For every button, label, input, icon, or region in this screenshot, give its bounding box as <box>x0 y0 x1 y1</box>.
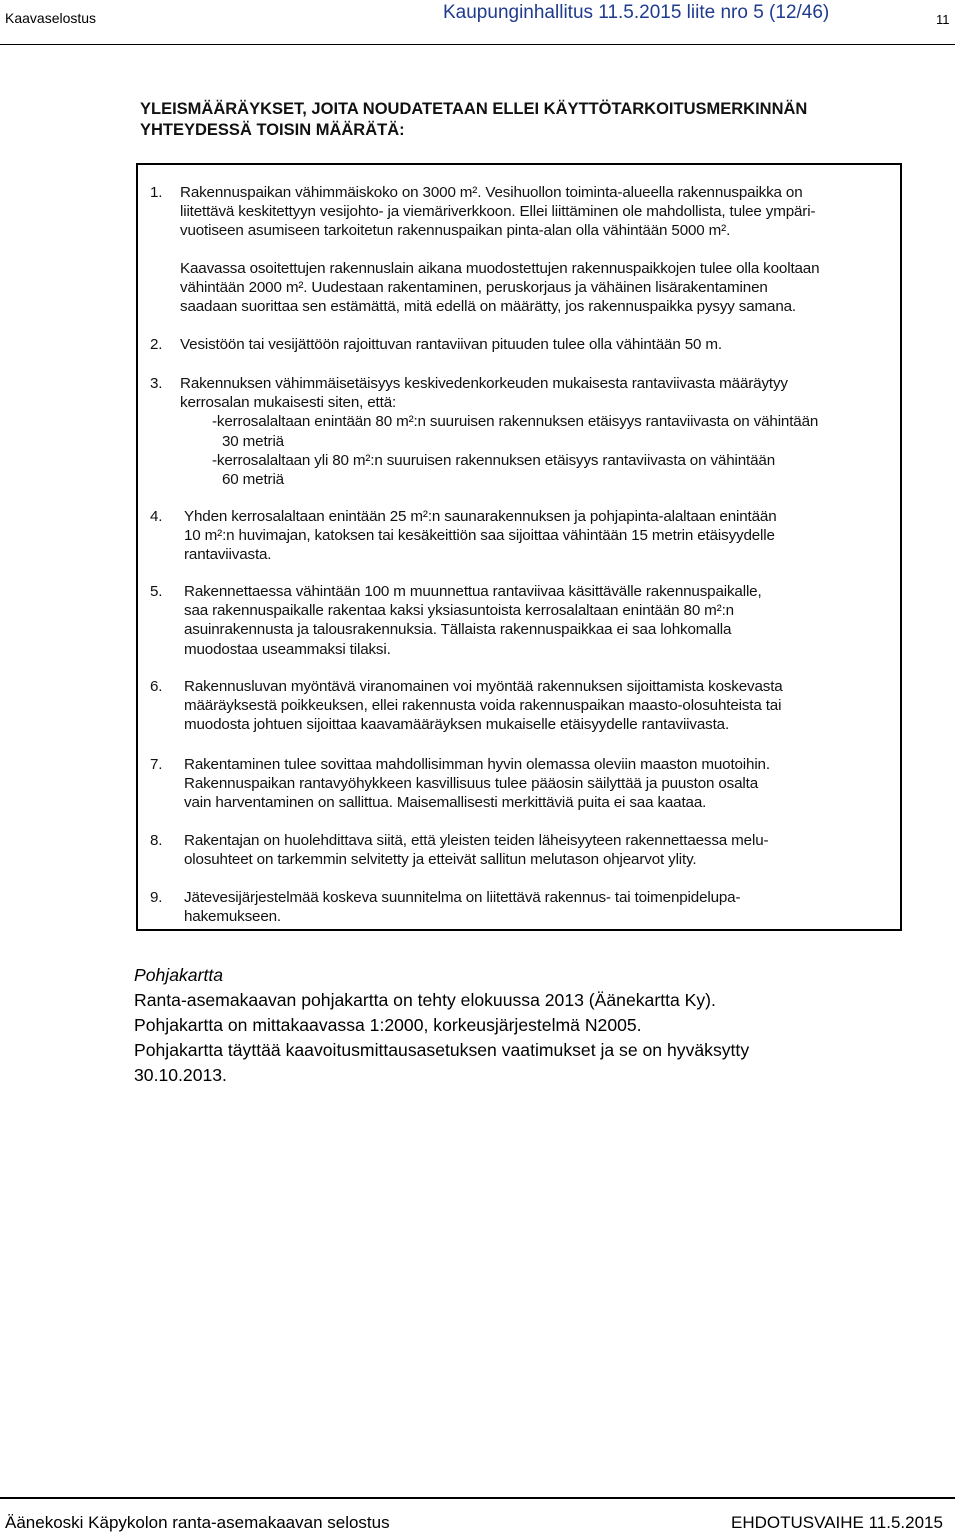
regulation-sub-item: -kerrosalaltaan enintään 80 m²:n suuruisen rakennuksen etäisyys rantaviivasta on vähintään <box>212 413 819 431</box>
page-number: 11 <box>936 12 950 27</box>
regulation-sub-item-cont: 30 metriä <box>222 432 284 450</box>
regulation-number: 8. <box>150 832 163 849</box>
regulation-line: Rakennuspaikan vähimmäiskoko on 3000 m². Vesihuollon toiminta-alueella rakennuspaikka on <box>180 184 803 201</box>
pohjakartta-line: Ranta-asemakaavan pohjakartta on tehty elokuussa 2013 (Äänekartta Ky). <box>134 990 716 1010</box>
regulation-number: 9. <box>150 889 163 906</box>
footer-divider <box>0 1497 955 1499</box>
regulation-line: saadaan suorittaa sen estämättä, mitä edellä on määrätty, jos rakennuspaikka pysyy samana. <box>180 298 796 316</box>
regulation-sub-item: -kerrosalaltaan yli 80 m²:n suuruisen rakennuksen etäisyys rantaviivasta on vähintään <box>212 451 775 469</box>
regulation-line: Rakennuksen vähimmäisetäisyys keskivedenkorkeuden mukaisesta rantaviivasta määräytyy <box>180 375 788 392</box>
header-document-reference: Kaupunginhallitus 11.5.2015 liite nro 5 (12/46) <box>443 2 830 23</box>
regulation-line: 10 m²:n huvimajan, katoksen tai kesäkeittiön saa sijoittaa vähintään 15 metrin etäisyydelle <box>184 527 775 545</box>
footer-document-title: Äänekoski Käpykolon ranta-asemakaavan selostus <box>5 1513 390 1532</box>
regulation-line: muodosta johtuen sijoittaa kaavamääräyksen mukaiselle etäisyydelle rantaviivasta. <box>184 716 730 734</box>
regulation-line: olosuhteet on tarkemmin selvitetty ja etteivät sallitun melutason ohjearvot ylity. <box>184 851 697 869</box>
regulation-line: Rakentajan on huolehdittava siitä, että yleisten teiden läheisyyteen rakennettaessa melu- <box>184 832 769 849</box>
pohjakartta-heading: Pohjakartta <box>134 965 223 985</box>
footer-stage-label: EHDOTUSVAIHE 11.5.2015 <box>731 1513 943 1532</box>
regulation-line: Kaavassa osoitettujen rakennuslain aikana muodostettujen rakennuspaikkojen tulee olla kooltaan <box>180 259 820 277</box>
regulation-line: asuinrakennusta ja talousrakennuksia. Tällaista rakennuspaikkaa ei saa lohkomalla <box>184 621 732 639</box>
pohjakartta-line: Pohjakartta on mittakaavassa 1:2000, korkeusjärjestelmä N2005. <box>134 1015 642 1035</box>
regulation-line: Rakentaminen tulee sovittaa mahdollisimman hyvin olemassa oleviin maaston muotoihin. <box>184 756 770 773</box>
regulation-line: liitettävä keskitettyyn vesijohto- ja viemäriverkkoon. Ellei liittäminen ole mahdollista, tulee ympäri- <box>180 203 816 221</box>
regulation-number: 7. <box>150 756 163 773</box>
regulation-number: 1. <box>150 184 163 201</box>
pohjakartta-section <box>134 963 934 1088</box>
regulation-line: muodostaa useammaksi tilaksi. <box>184 640 391 658</box>
general-title-line-1: YLEISMÄÄRÄYKSET, JOITA NOUDATETAAN ELLEI KÄYTTÖTARKOITUSMERKINNÄN <box>140 100 808 118</box>
regulation-number: 5. <box>150 583 163 600</box>
regulation-line: Yhden kerrosalaltaan enintään 25 m²:n saunarakennuksen ja pohjapinta-alaltaan enintään <box>184 508 777 525</box>
page-footer <box>0 1494 960 1538</box>
header-divider <box>0 44 955 45</box>
regulation-number: 3. <box>150 375 163 392</box>
regulation-line: vähintään 2000 m². Uudestaan rakentaminen, peruskorjaus ja vähäinen lisärakentaminen <box>180 278 768 296</box>
regulation-line: määräyksestä poikkeuksen, ellei rakennusta voida rakennuspaikan maasto-olosuhteista tai <box>184 697 782 715</box>
regulation-line: vuotiseen asumiseen tarkoitetun rakennuspaikan pinta-alan olla vähintään 5000 m². <box>180 222 731 240</box>
general-title-line-2: YHTEYDESSÄ TOISIN MÄÄRÄTÄ: <box>140 121 405 139</box>
regulation-line: saa rakennuspaikalle rakentaa kaksi yksiasuntoista kerrosalaltaan enintään 80 m²:n <box>184 602 734 620</box>
pohjakartta-line: 30.10.2013. <box>134 1065 227 1085</box>
regulation-line: kerrosalan mukaisesti siten, että: <box>180 394 397 412</box>
regulation-line: Rakennuspaikan rantavyöhykkeen kasvillisuus tulee pääosin säilyttää ja puuston osalta <box>184 775 759 793</box>
regulation-number: 6. <box>150 678 163 695</box>
pohjakartta-line: Pohjakartta täyttää kaavoitusmittausasetuksen vaatimukset ja se on hyväksytty <box>134 1040 750 1060</box>
regulation-line: Vesistöön tai vesijättöön rajoittuvan rantaviivan pituuden tulee olla vähintään 50 m. <box>180 336 722 353</box>
regulation-number: 4. <box>150 508 163 525</box>
general-regulations-title <box>140 99 900 141</box>
regulation-line: Rakennusluvan myöntävä viranomainen voi myöntää rakennuksen sijoittamista koskevasta <box>184 678 783 695</box>
regulation-line: hakemukseen. <box>184 908 281 926</box>
regulation-line: Jätevesijärjestelmää koskeva suunnitelma on liitettävä rakennus- tai toimenpidelupa- <box>184 889 741 906</box>
regulation-sub-item-cont: 60 metriä <box>222 471 284 489</box>
header-left-label: Kaavaselostus <box>5 10 97 26</box>
regulation-line: vain harventaminen on sallittua. Maisemallisesti merkittäviä puita ei saa kaataa. <box>184 794 707 812</box>
regulation-number: 2. <box>150 336 163 353</box>
regulation-line: rantaviivasta. <box>184 546 272 564</box>
page-header <box>0 0 960 48</box>
regulation-line: Rakennettaessa vähintään 100 m muunnettua rantaviivaa käsittävälle rakennuspaikalle, <box>184 583 762 600</box>
